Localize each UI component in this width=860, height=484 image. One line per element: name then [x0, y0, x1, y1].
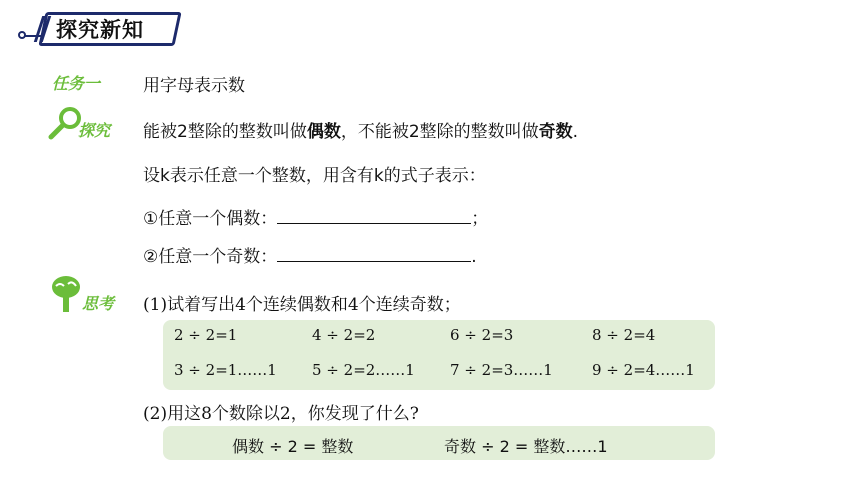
- question-1: (1)试着写出4个连续偶数和4个连续奇数；: [143, 295, 461, 315]
- even-term: 偶数: [306, 122, 341, 142]
- division-even-3: 6 ÷ 2=3: [450, 326, 514, 344]
- question-2: (2)用这8个数除以2，你发现了什么?: [143, 404, 419, 424]
- conclusion-odd: 奇数 ÷ 2 = 整数……1: [444, 437, 608, 456]
- tree-icon: [50, 274, 82, 314]
- odd-term: 奇数: [538, 122, 573, 142]
- odd-item-end: .: [471, 247, 477, 267]
- division-even-1: 2 ÷ 2=1: [174, 326, 238, 344]
- division-odd-2: 5 ÷ 2=2……1: [312, 361, 415, 379]
- definition-end: .: [572, 122, 579, 142]
- even-item-end: ；: [471, 209, 489, 229]
- section-title: 探究新知: [56, 18, 144, 42]
- task-title: 用字母表示数: [143, 76, 245, 96]
- definition-line: [143, 117, 578, 142]
- definition-part-2: ，不能被2整除的整数叫做: [340, 122, 539, 142]
- division-odd-4: 9 ÷ 2=4……1: [592, 361, 695, 379]
- division-odd-1: 3 ÷ 2=1……1: [174, 361, 277, 379]
- explore-label: 探究: [78, 121, 111, 140]
- division-even-4: 8 ÷ 2=4: [592, 326, 656, 344]
- task-label: 任务一: [52, 74, 101, 93]
- division-even-2: 4 ÷ 2=2: [312, 326, 376, 344]
- conclusion-even: 偶数 ÷ 2 = 整数: [232, 437, 354, 456]
- odd-item-label: ②任意一个奇数：: [143, 247, 278, 267]
- even-answer-blank[interactable]: [277, 207, 471, 224]
- instruction-line: 设k表示任意一个整数，用含有k的式子表示：: [143, 166, 486, 186]
- definition-part-1: 能被2整除的整数叫做: [143, 122, 307, 142]
- think-label: 思考: [82, 294, 115, 313]
- division-odd-3: 7 ÷ 2=3……1: [450, 361, 553, 379]
- header-stripes-icon: [38, 16, 50, 42]
- even-item-label: ①任意一个偶数：: [143, 209, 278, 229]
- header-dot-icon: [18, 31, 26, 39]
- even-item: [143, 204, 488, 229]
- odd-answer-blank[interactable]: [277, 245, 471, 262]
- odd-item: [143, 242, 477, 267]
